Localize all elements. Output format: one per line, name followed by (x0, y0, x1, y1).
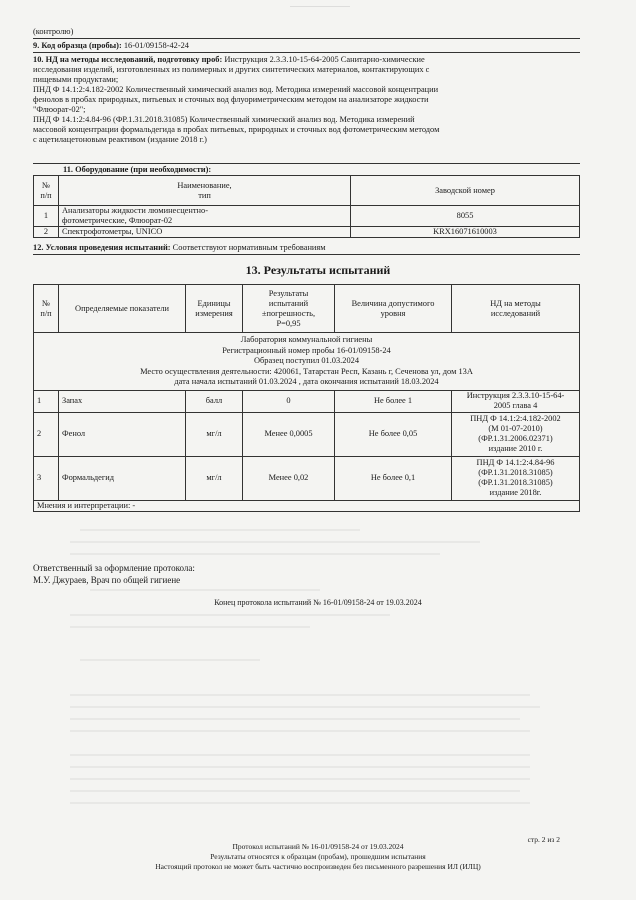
divider (33, 163, 580, 164)
results-title: 13. Результаты испытаний (245, 263, 391, 277)
methods-line: "Флюорат-02"; (33, 105, 86, 114)
result-row: 3 Формальдегид мг/л Менее 0,02 Не более 0,1 ПНД Ф 14.1:2:4.84-96 (ФР.1.31.2018.31085) (ФР.1.31.2018.31085) издание 2018г. (34, 456, 580, 500)
result-row: 1 Запах балл 0 Не более 1 Инструкция 2.3.3.10-15-64- 2005 глава 4 (34, 390, 580, 412)
opinions-row: Мнения и интерпретации: - (34, 500, 580, 511)
methods-block (33, 55, 580, 145)
eq-col-name: Наименование, тип (59, 176, 351, 206)
end-of-protocol: Конец протокола испытаний № 16-01/09158-24 от 19.03.2024 (214, 598, 422, 607)
equipment-table (33, 180, 580, 238)
methods-line: исследования изделий, изготовленных из полимерных и других синтетических материалов, контактирующих с (33, 65, 430, 74)
methods-line: фенолов в пробах природных, питьевых и сточных вод флуориметрическим методом на анализаторе жидкости (33, 95, 429, 104)
methods-line: массовой концентрации формальдегида в пробах питьевых, природных и сточных вод фотометрическим методом (33, 125, 440, 134)
methods-line: ПНД Ф 14.1:2:4.84-96 (ФР.1.31.2018.31085) Количественный химический анализ вод. Методика измерений (33, 115, 415, 124)
methods-label: 10. НД на методы исследований, подготовку проб: (33, 55, 223, 64)
eq-row: 1 Анализаторы жидкости люминесцентно- фотометрические, Флюорат-02 8055 (34, 206, 580, 227)
methods-line: с ацетилацетоновым реактивом (издание 2018 г.) (33, 135, 207, 144)
result-row: 2 Фенол мг/л Менее 0,0005 Не более 0,05 ПНД Ф 14.1:2:4.182-2002 (М 01-07-2010) (ФР.1.31.2006.02371) издание 2010 г. (34, 412, 580, 456)
bleed-through-texture (60, 520, 580, 840)
divider (33, 254, 580, 255)
methods-line: ПНД Ф 14.1:2:4.182-2002 Количественный химический анализ вод. Методика измерений массовой концентрации (33, 85, 439, 94)
eq-row: 2 Спектрофотометры, UNICO KRX16071610003 (34, 227, 580, 238)
methods-line: Инструкция 2.3.3.10-15-64-2005 Санитарно-химические (224, 55, 425, 64)
sample-code-value: 16-01/09158-42-24 (123, 41, 189, 50)
equipment-title: 11. Оборудование (при необходимости): (63, 165, 212, 174)
methods-line: пищевыми продуктами; (33, 75, 119, 84)
results-header-row: № п/п Определяемые показатели Единицы измерения Результаты испытаний ±погрешность, Р=0,95 Величина допустимого уровня НД на методы исследований (34, 285, 580, 333)
results-table (33, 284, 580, 512)
bleed-through-lines (60, 520, 580, 840)
eq-col-num: № п/п (34, 176, 59, 206)
sample-code-label: 9. Код образца (пробы): (33, 41, 122, 50)
page-number: стр. 2 из 2 (527, 835, 560, 844)
control-line (33, 27, 580, 37)
responsible-label: Ответственный за оформление протокола: (33, 563, 195, 573)
responsible-person: М.У. Джураев, Врач по общей гигиене (33, 575, 181, 585)
divider (33, 38, 580, 39)
divider (33, 52, 580, 53)
control-label: (контролю) (33, 27, 74, 36)
eq-col-serial: Заводской номер (351, 176, 580, 206)
scan-edge (290, 0, 350, 7)
footer: Протокол испытаний № 16-01/09158-24 от 19.03.2024 Результаты относятся к образцам (пробам), прошедшим испытания Настоящий протокол не может быть частично воспроизведен без письменного разрешения ИЛ (ИЛЦ) (155, 842, 481, 871)
conditions: 12. Условия проведения испытаний: Соответствуют нормативным требованиям (33, 243, 326, 252)
lab-info-row: Лаборатория коммунальной гигиены Регистрационный номер пробы 16-01/09158-24 Образец поступил 01.03.2024 Место осуществления деятельности: 420061, Татарстан Респ, Казань г, Сеченова ул, дом 13А дата начала испытаний 01.03.2024 , дата окончания испытаний 18.03.2024 (34, 333, 580, 391)
sample-code (33, 41, 580, 51)
